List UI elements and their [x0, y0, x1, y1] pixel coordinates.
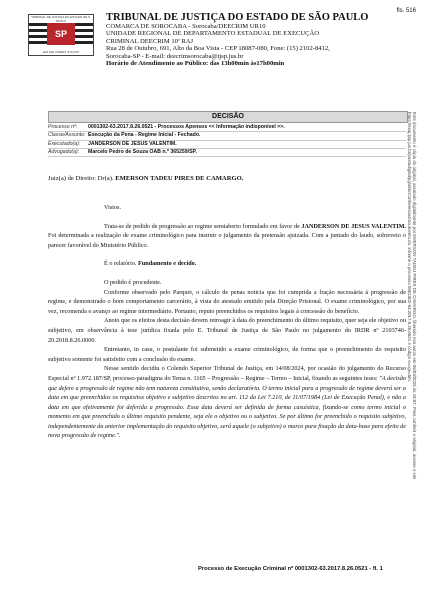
- report-intro: Trata-se de pedido de progressão ao regime semiaberto formulado em favor de: [104, 222, 300, 230]
- court-crest-logo: [28, 14, 94, 56]
- meta-value: JANDERSON DE JESUS VALENTIM.: [88, 140, 177, 147]
- procede-paragraph: O pedido é procedente.: [104, 278, 162, 286]
- judge-line: [48, 175, 243, 182]
- header-line-6: Horário de Atendimento ao Público: das 13h00min às17h00min: [106, 60, 285, 68]
- fundamento-text: Fundamento e decido.: [138, 260, 197, 268]
- meta-label: Advogado(a):: [48, 148, 80, 155]
- crest-top-text: TRIBUNAL DE JUSTIÇA DO ESTADO DE S. PAULO: [31, 15, 91, 23]
- meta-row: [48, 132, 406, 140]
- meta-label: Executado(a):: [48, 140, 81, 147]
- report-rest: Foi determinada a realização de exame criminológico para instruir o julgamento da pretensão ajuizada. Com a juntado do laudo, sobreveio o parecer favorável do Ministério Público.: [48, 232, 406, 249]
- retroagir-paragraph: Anoto que os efeitos desta decisão devem retroagir à data do preenchimento do último requisito, quer seja ele objetivo ou subjetivo, em observância à tese jurídica fixada pelo E. Tribunal de Justiça de São Paulo no julgamento do IRDR nº 2103746-20.2018.8.26.0000.: [48, 317, 406, 344]
- page-number: fls. 516: [396, 8, 416, 14]
- header-line-5: Sorocaba-SP - E-mail: deecrimsorocaba@tjsp.jus.br: [106, 52, 244, 60]
- executado-name: JANDERSON DE JESUS VALENTIM.: [301, 222, 406, 230]
- meta-value: 0001302-63.2017.8.26.0521 - Processos Apensos << Informação indisponível >>.: [88, 124, 285, 130]
- case-metadata: [48, 124, 406, 157]
- meta-value: Marcelo Pedro de Souza OAB n.º 365259/SP.: [88, 148, 197, 155]
- header-line-3: CRIMINAL DEECRIM 10ª RAJ: [106, 37, 194, 45]
- crest-bottom-text: LEX DEI VINDEX JUS DAT: [42, 50, 80, 54]
- relatorio-text: É o relatório.: [104, 260, 137, 268]
- signature-notice: Este documento é cópia do original, assinado digitalmente por EMERSON TADEU PIRES DE CAMARGO, liberado nos autos em 06/03/2025 às 18:57. Para conferir o original, acesse o site https://esaj.tjsp.jus.br/pastadigital/pg/abrirConferenciaDocumento.do, informe o processo 0001302-63.2017.8.26.0521 e código e=cgv=5m.: [406, 112, 417, 480]
- meta-row: [48, 141, 406, 149]
- court-title: TRIBUNAL DE JUSTIÇA DO ESTADO DE SÃO PAULO: [106, 12, 369, 23]
- header-line-4: Rua 28 de Outubro, 691, Alto da Boa Vista - CEP 18087-080, Fone: (15) 2102-8412,: [106, 45, 330, 53]
- decision-heading: DECISÃO: [48, 111, 408, 123]
- judge-prefix: Juiz(a) de Direito: Dr(a).: [48, 175, 114, 182]
- digital-signature-sidebar: [406, 112, 418, 592]
- page-footer: Processo de Execução Criminal nº 0001302-63.2017.8.26.0521 - fl. 1: [198, 566, 383, 572]
- decision-body: [48, 203, 406, 441]
- meta-row: [48, 124, 406, 132]
- court-header: [106, 12, 406, 67]
- header-line-1: COMARCA DE SOROCABA - Sorocaba/DEECRIM UR10: [106, 23, 266, 30]
- crest-initials: SP: [47, 23, 75, 45]
- header-line-2: UNIDADE REGIONAL DE DEPARTAMENTO ESTADUAL DE EXECUÇÃO: [106, 30, 320, 38]
- meta-label: Classe/Assunto:: [48, 132, 86, 139]
- stj-paragraph: [48, 364, 406, 441]
- vistos-paragraph: Vistos.: [104, 204, 121, 211]
- meta-row: [48, 149, 406, 157]
- meta-label: Processo nº:: [48, 124, 78, 130]
- relatorio-paragraph: [48, 259, 406, 269]
- parquet-paragraph: Conforme observado pelo Parquet, o cálculo de penas noticia que foi cumprida a fração necessária à progressão de regime, e demonstrado o bom comportamento carcerário, à vista do atestado emitido pela Direção Prisional. O exame criminológico, por sua vez, recomenda o avanço ao regime intermediário. Portanto, reputo preenchidos os requisitos legais à concessão do benefício.: [48, 288, 406, 315]
- stj-thesis: "A decisão que defere a progressão de regime não tem natureza constitutiva, senão declaratória. O termo inicial para a progressão de regime deverá ser a data em que preenchidos os requisitos objetivo e subjetivo descritos no art. 112 da Lei 7.210, de 11/07/1984 (Lei de Execução Penal), e não a data em que efetivamente foi deferida a progressão. Essa data deverá ser definida de forma casuística, fixando-se como termo inicial o momento em que preenchido o último requisito pendente, seja ele o objetivo ou o subjetivo. Se por último for preenchido o requisito subjetivo, independentemente da anterior implementação do requisito objetivo, será aquele (o subjetivo) o marco para fixação da data-base para efeito de nova progressão de regime.".: [48, 374, 407, 440]
- judge-name: EMERSON TADEU PIRES DE CAMARGO.: [115, 175, 244, 182]
- meta-value: Execução da Pena - Regime Inicial - Fechado.: [88, 132, 201, 139]
- in-casu-paragraph: Entretanto, in casu, o postulante foi submetido a exame criminológico, de forma que o preenchimento do requisito subjetivo somente foi satisfeito com a conclusão do exame.: [48, 346, 406, 363]
- stj-intro: Nesse sentido decidiu o Colendo Superior Tribunal de Justiça, em 14/08/2024, por ocasião do julgamento do Recurso Especial nº 1.972.187/SP, processo-paradigma do Tema n. 1165 – Progressão – Regime – Termo – Inicial, fixando as seguintes teses:: [48, 365, 406, 382]
- report-paragraph: [48, 222, 406, 251]
